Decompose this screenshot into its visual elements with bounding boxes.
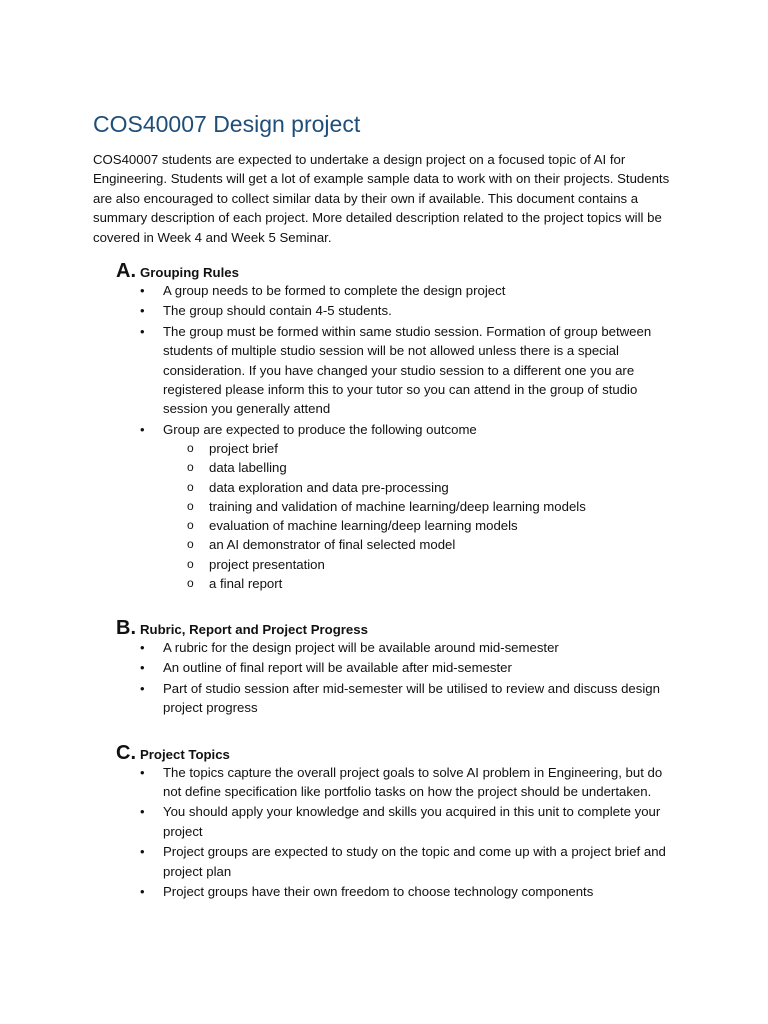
circle-bullet-icon: o [187,556,194,571]
section-title: Project Topics [140,746,230,762]
list-item [93,301,678,320]
section-letter: A. [116,260,136,283]
outcome-item-text: project presentation [209,556,325,572]
list-item [93,322,678,419]
bullet-icon: • [140,323,145,339]
list-item-text: The group should contain 4-5 students. [163,303,392,319]
bullet-icon: • [140,303,145,319]
bullet-icon: • [140,764,145,780]
list-item [93,842,678,881]
bullet-icon: • [140,660,145,676]
bullet-list [93,281,678,593]
list-item [93,281,678,300]
outcome-item-text: a final report [209,575,283,591]
list-item-text: A group needs to be formed to complete the design project [163,283,506,299]
bullet-icon: • [140,680,145,696]
outcome-item-text: an AI demonstrator of final selected model [209,537,456,553]
list-item [93,638,678,657]
list-item-text: You should apply your knowledge and skills you acquired in this unit to complete your project [163,804,661,839]
section-rubric-report [93,617,678,718]
section-letter: C. [116,741,136,764]
section-heading [116,260,678,282]
outcome-item [163,535,678,554]
outcome-item-text: data exploration and data pre-processing [209,479,449,495]
circle-bullet-icon: o [187,518,194,533]
bullet-icon: • [140,883,145,899]
bullet-icon: • [140,844,145,860]
outcome-item [163,516,678,535]
list-item-text: Part of studio session after mid-semester will be utilised to review and discuss design project progress [163,680,660,716]
page-title: COS40007 Design project [93,111,361,137]
list-item-text: Group are expected to produce the following outcome [163,421,477,437]
intro-paragraph: COS40007 students are expected to undertake a design project on a focused topic of AI for Engineering. Students will get a lot of example sample data to work with on their projects. Students are also encouraged to collect similar data by their own if available. This document contains a summary description of each project. More detailed description related to the project topics will be covered in Week 4 and Week 5 Seminar. [93,152,670,245]
section-title: Rubric, Report and Project Progress [140,621,368,637]
list-item [93,802,678,841]
list-item-text: An outline of final report will be available after mid-semester [163,660,512,676]
bullet-icon: • [140,421,145,437]
circle-bullet-icon: o [187,441,194,456]
list-item [93,882,678,901]
circle-bullet-icon: o [187,498,194,513]
outcome-item [163,458,678,477]
outcome-item-text: data labelling [209,460,287,476]
section-heading [116,742,678,764]
outcome-item-text: evaluation of machine learning/deep learning models [209,518,518,534]
section-project-topics [93,742,678,902]
circle-bullet-icon: o [187,479,194,494]
list-item [93,679,678,718]
list-item [93,658,678,677]
outcome-item [163,478,678,497]
outcome-item [163,574,678,593]
outcome-item-text: project brief [209,441,278,457]
bullet-icon: • [140,639,145,655]
section-letter: B. [116,616,136,639]
outcome-item [163,439,678,458]
bullet-list [93,763,678,902]
bullet-icon: • [140,804,145,820]
section-title: Grouping Rules [140,265,239,281]
circle-bullet-icon: o [187,575,194,590]
circle-bullet-icon: o [187,537,194,552]
circle-bullet-icon: o [187,460,194,475]
outcome-item [163,497,678,516]
list-item [93,420,678,593]
list-item [93,763,678,802]
list-item-text: The topics capture the overall project goals to solve AI problem in Engineering, but do not define specification like portfolio tasks on how the project should be undertaken. [163,764,663,799]
list-item-text: A rubric for the design project will be available around mid-semester [163,639,559,655]
list-item-text: Project groups have their own freedom to choose technology components [163,883,594,899]
outcome-item-text: training and validation of machine learning/deep learning models [209,498,586,514]
outcome-item [163,555,678,574]
section-grouping-rules [93,260,678,593]
list-item-text: The group must be formed within same studio session. Formation of group between students of multiple studio session will be not allowed unless there is a special consideration. If you have changed your studio session to a different one you are registered please inform this to your tutor so you can attend in the group of studio session you generally attend [163,323,652,417]
section-heading [116,617,678,639]
outcome-list [163,439,678,593]
bullet-icon: • [140,283,145,299]
bullet-list [93,638,678,718]
document-page [93,108,678,901]
list-item-text: Project groups are expected to study on the topic and come up with a project brief and project plan [163,844,666,879]
